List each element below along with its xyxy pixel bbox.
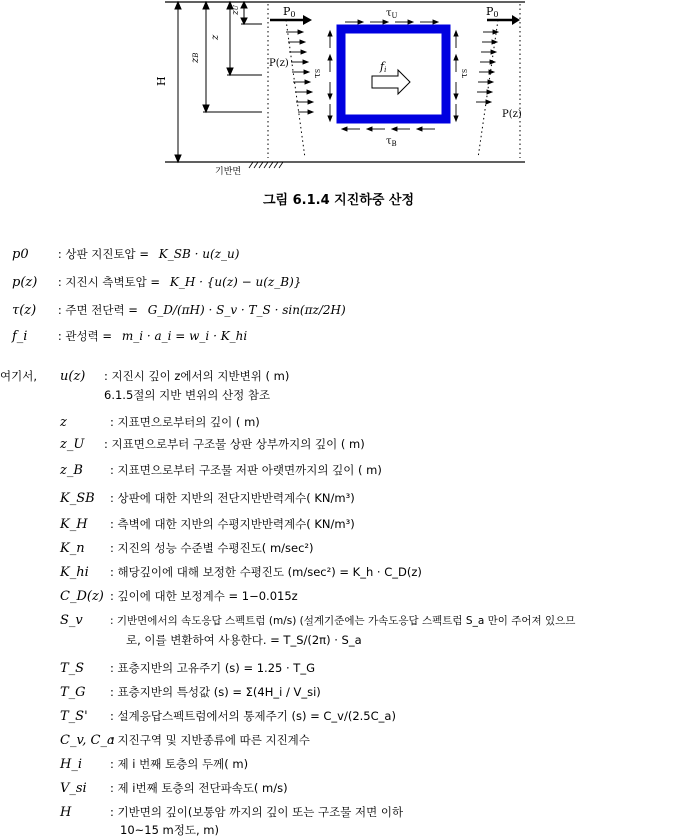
definition-symbol: T_G (60, 685, 86, 700)
definition-text: : 깊이에 대한 보정계수 = 1−0.015z (110, 589, 298, 603)
definition-text: : 표층지반의 고유주기 (s) = 1.25 · T_G (110, 661, 315, 675)
equation-row (12, 246, 239, 263)
definition-symbol: z_U (60, 437, 85, 452)
definition-symbol: z_B (60, 463, 83, 478)
definition-text: : 지표면으로부터 구조물 저판 아랫면까지의 깊이 ( m) (110, 463, 382, 477)
bottom-shear-arrows (342, 127, 435, 131)
definition-text: : 지진구역 및 지반종류에 따른 지진계수 (110, 733, 310, 747)
base-hatch (249, 162, 283, 168)
where-prefix: 여기서, (0, 369, 37, 383)
definition-text: : 해당깊이에 대해 보정한 수평진도 (m/sec²) = K_h · C_D(z) (110, 565, 422, 579)
equation-symbol: p0 (12, 247, 29, 262)
definition-symbol: T_S' (60, 709, 88, 724)
definition-text: : 기반면에서의 속도응답 스펙트럼 (m/s) (설계기준에는 가속도응답 스펙트럼 S_a 만이 주어져 있으므 (110, 615, 576, 627)
right-side-shear-arrows (454, 31, 458, 121)
definition-symbol: T_S (60, 661, 85, 676)
equation-formula: K_SB · u(z_u) (158, 247, 240, 261)
right-pressure-arrows (476, 30, 498, 104)
equation-symbol: f_i (12, 329, 28, 344)
equation-label: : 상판 지진토압 = (57, 247, 149, 261)
label-ground: 기반면 (215, 167, 242, 177)
definition-text: : 지진의 성능 수준별 수평진도( m/sec²) (110, 541, 314, 555)
right-soil-boundary (478, 4, 520, 158)
left-side-shear-arrows (328, 31, 332, 121)
label-pz-left: P(z) (269, 58, 289, 69)
dimension-lines (175, 2, 262, 162)
definition-text-cont: 10~15 m정도, m) (120, 823, 219, 837)
equation-formula: m_i · a_i = w_i · K_hi (121, 329, 248, 343)
label-p0-right: P0 (486, 5, 499, 19)
definition-symbol: u(z) (60, 369, 86, 384)
definition-text: : 기반면의 깊이(보통암 까지의 깊이 또는 구조물 저면 이하 (110, 805, 404, 819)
equation-symbol: τ(z) (12, 303, 37, 318)
equation-formula: K_H · {u(z) − u(z_B)} (169, 275, 302, 289)
label-z: z (210, 34, 221, 40)
equation-label: : 주면 전단력 = (57, 303, 138, 317)
equation-row (12, 274, 301, 291)
definition-text: : 설계응답스펙트럼에서의 통제주기 (s) = C_v/(2.5C_a) (110, 709, 396, 723)
definition-text: : 지표면으로부터의 깊이 ( m) (110, 415, 260, 429)
label-zU: zU (231, 5, 241, 15)
definition-symbol: K_SB (60, 491, 95, 506)
definition-text-cont: 6.1.5절의 지반 변위의 산정 참조 (104, 388, 271, 402)
definition-symbol: z (60, 415, 67, 430)
definition-symbol: K_H (60, 517, 88, 532)
definition-text: : 제 i 번째 토층의 두께( m) (110, 757, 249, 771)
definition-text: : 상판에 대한 지반의 전단지반반력계수( KN/m³) (110, 491, 355, 505)
label-pz-right: P(z) (502, 109, 522, 120)
label-f: fi (380, 60, 387, 74)
equation-symbol: p(z) (12, 275, 38, 290)
definition-text: : 제 i번째 토층의 전단파속도( m/s) (110, 781, 288, 795)
equation-label: : 관성력 = (57, 329, 112, 343)
equation-formula: G_D/(πH) · S_v · T_S · sin(πz/2H) (147, 303, 346, 317)
definition-symbol: V_si (60, 781, 87, 796)
left-pressure-arrows (286, 30, 313, 114)
structure-box (341, 29, 446, 119)
equation-label: : 지진시 측벽토압 = (57, 275, 161, 289)
seismic-load-figure (0, 0, 677, 180)
label-zB: zB (190, 52, 201, 63)
label-p0-left: P0 (283, 5, 296, 19)
label-tau-b: $\tau_B$ (386, 136, 397, 148)
definition-symbol: H_i (60, 757, 82, 772)
label-tau-u: $\tau_U$ (386, 8, 398, 20)
definition-symbol: H (60, 805, 72, 820)
definition-text-cont: 로, 이를 변환하여 사용한다. = T_S/(2π) · S_a (126, 633, 362, 647)
definition-text: : 지진시 깊이 z에서의 지반변위 ( m) (104, 369, 290, 383)
left-soil-boundary (268, 4, 305, 158)
definition-symbol: S_v (60, 613, 83, 628)
label-tau-s-right: τS (460, 68, 470, 78)
label-tau-s-left: τS (313, 68, 323, 78)
definition-symbol: C_v, C_a (60, 733, 115, 748)
definition-text: : 표층지반의 특성값 (s) = Σ(4H_i / V_si) (110, 685, 321, 699)
top-shear-arrows (345, 20, 438, 24)
figure-caption: 그림 6.1.4 지진하중 산정 (262, 193, 415, 208)
label-H: H (155, 76, 168, 86)
equation-row (12, 302, 346, 319)
definition-text: : 지표면으로부터 구조물 상판 상부까지의 깊이 ( m) (104, 437, 365, 451)
definition-symbol: C_D(z) (60, 589, 104, 604)
definition-text: : 측벽에 대한 지반의 수평지반반력계수( KN/m³) (110, 517, 355, 531)
equation-row (12, 328, 247, 345)
definition-symbol: K_hi (60, 565, 89, 580)
definition-symbol: K_n (60, 541, 85, 556)
